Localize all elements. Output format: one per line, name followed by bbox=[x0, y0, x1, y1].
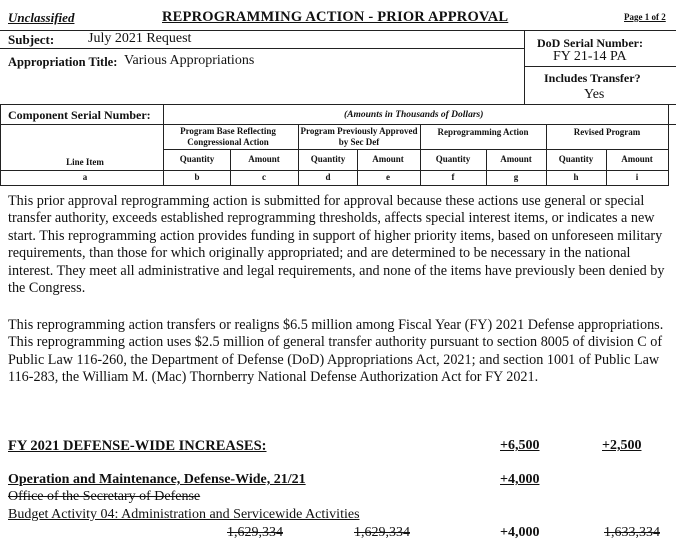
col-line-item: Line Item bbox=[66, 157, 104, 167]
group-revised: Revised Program bbox=[573, 127, 641, 137]
row-base-amount: 1,629,334 bbox=[227, 525, 283, 540]
om-title: Operation and Maintenance, Defense-Wide, 21/21 bbox=[8, 472, 306, 487]
letter-e: e bbox=[386, 172, 390, 182]
increases-heading: FY 2021 DEFENSE-WIDE INCREASES: bbox=[8, 438, 267, 454]
letter-h: h bbox=[573, 172, 579, 182]
col-amount-e: Amount bbox=[372, 154, 404, 164]
page-title: REPROGRAMMING ACTION - PRIOR APPROVAL bbox=[162, 9, 509, 25]
letter-d: d bbox=[325, 172, 331, 182]
group-reprogramming: Reprogramming Action bbox=[437, 127, 529, 137]
amounts-note: (Amounts in Thousands of Dollars) bbox=[344, 110, 484, 120]
letter-g: g bbox=[513, 172, 519, 182]
col-quantity-d: Quantity bbox=[310, 154, 346, 164]
subject-value: July 2021 Request bbox=[88, 31, 192, 46]
serial-label: DoD Serial Number: bbox=[537, 36, 643, 50]
classification: Unclassified bbox=[8, 10, 75, 25]
letter-f: f bbox=[451, 172, 455, 182]
letter-c: c bbox=[262, 172, 266, 182]
col-amount-i: Amount bbox=[621, 154, 653, 164]
col-quantity-f: Quantity bbox=[435, 154, 471, 164]
transfer-label: Includes Transfer? bbox=[544, 71, 641, 85]
col-quantity-h: Quantity bbox=[558, 154, 594, 164]
letter-b: b bbox=[194, 172, 200, 182]
om-amount: +4,000 bbox=[500, 472, 540, 487]
increases-revised-amount: +2,500 bbox=[602, 438, 642, 453]
group-previously-approved: Program Previously Approved by Sec Def bbox=[300, 126, 418, 147]
group-program-base: Program Base Reflecting Congressional Action bbox=[180, 126, 276, 147]
row-revised-amount: 1,633,334 bbox=[604, 525, 660, 540]
letter-a: a bbox=[82, 172, 88, 182]
row-prev-amount: 1,629,334 bbox=[354, 525, 410, 540]
row-reprog-amount: +4,000 bbox=[500, 525, 540, 540]
component-serial-label: Component Serial Number: bbox=[8, 108, 151, 122]
office-name: Office of the Secretary of Defense bbox=[8, 489, 201, 504]
appropriation-label: Appropriation Title: bbox=[8, 55, 118, 69]
col-quantity-b: Quantity bbox=[179, 154, 215, 164]
page-number: Page 1 of 2 bbox=[624, 12, 666, 22]
transfer-value: Yes bbox=[584, 87, 605, 102]
transfer-paragraph: This reprogramming action transfers or realigns $6.5 million among Fiscal Year (FY) 2021 Defense appropriations. This reprogramming action uses $2.5 million of general transfer authority pursuant to section 8005 of division C of Public Law 116-260, the Department of Defense (DoD) Appropriations Act, 2021; and section 1001 of Public Law 116-283, the William M. (Mac) Thornberry National Defense Authorization Act for FY 2021. bbox=[8, 317, 664, 386]
increases-reprog-amount: +6,500 bbox=[500, 438, 540, 453]
justification-paragraph: This prior approval reprogramming action is submitted for approval because these actions use general or special transfer authority, exceeds established reprogramming thresholds, affects special interest items, or indicates a new start. This reprogramming action provides funding in support of higher priority items, based on unforeseen military requirements, than those for which originally appropriated; and are determined to be necessary in the national interest. They meet all administrative and legal requirements, and none of the items have previously been denied by the Congress. bbox=[8, 193, 665, 297]
letter-i: i bbox=[635, 172, 639, 182]
budget-activity: Budget Activity 04: Administration and Servicewide Activities bbox=[8, 507, 360, 522]
subject-label: Subject: bbox=[8, 32, 55, 47]
serial-value: FY 21-14 PA bbox=[553, 49, 627, 64]
appropriation-value: Various Appropriations bbox=[124, 53, 255, 68]
col-amount-g: Amount bbox=[500, 154, 532, 164]
col-amount-c: Amount bbox=[248, 154, 280, 164]
